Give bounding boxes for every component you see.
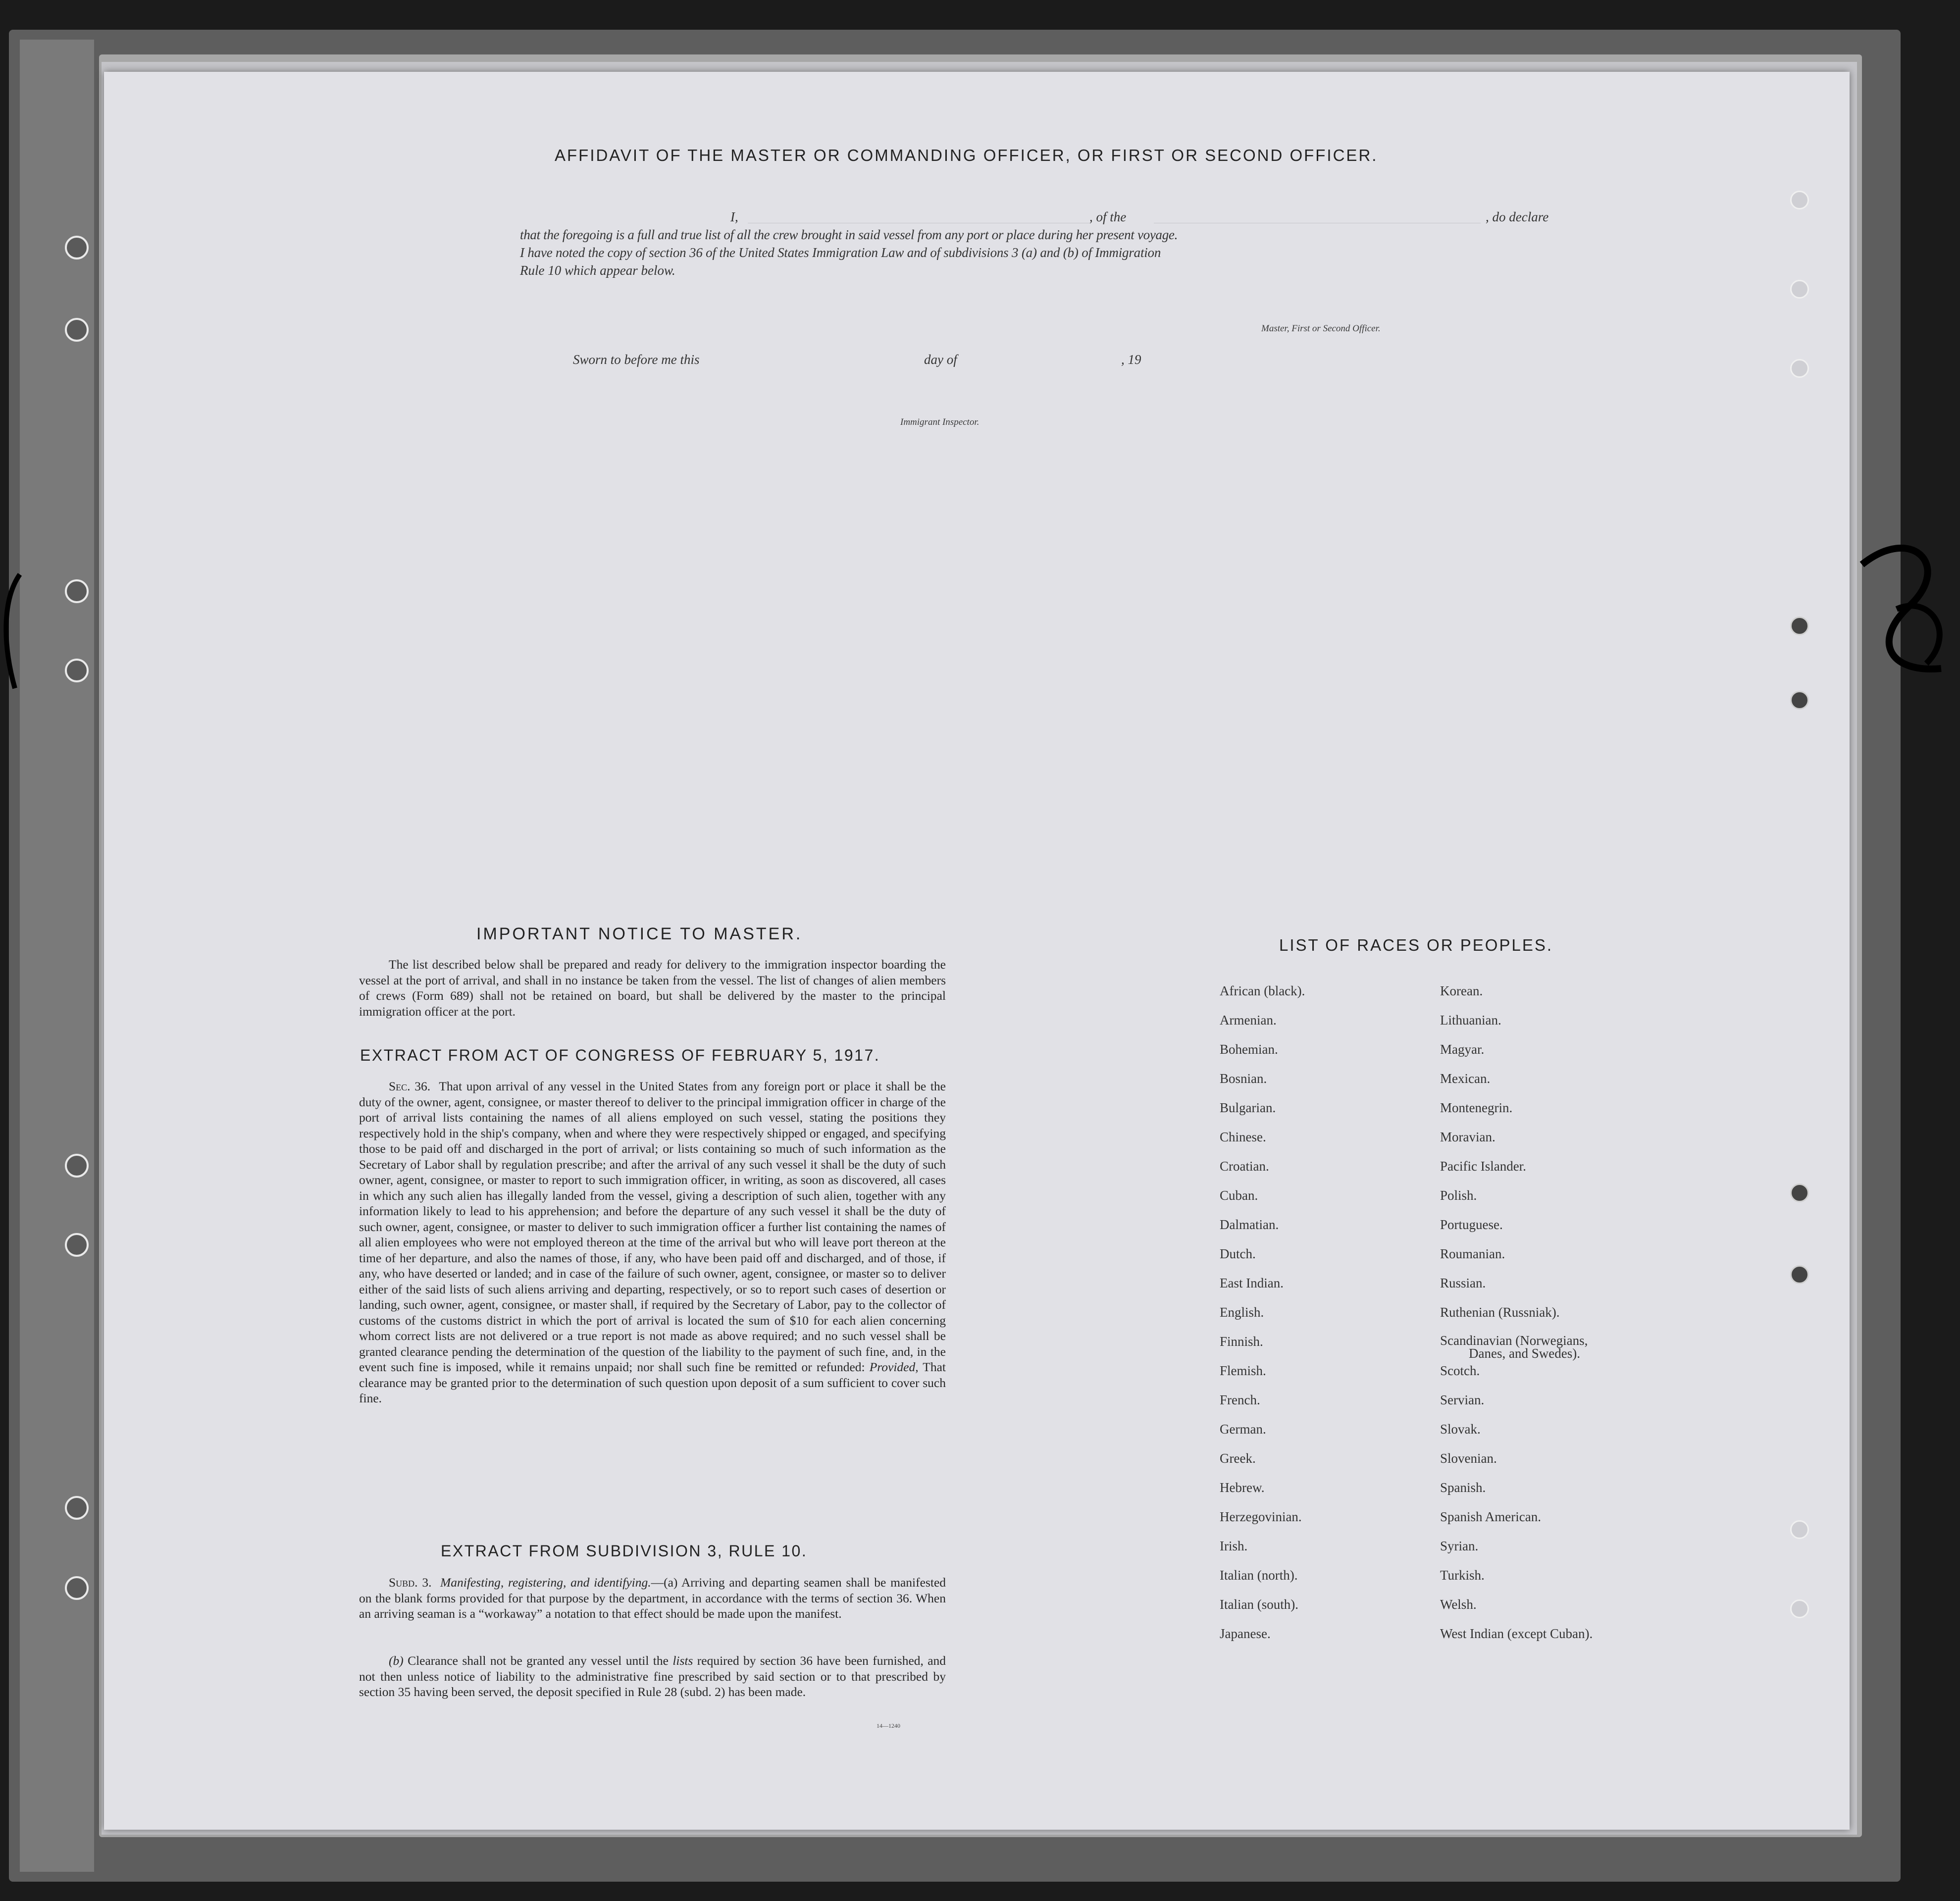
race-item: English.	[1220, 1305, 1264, 1320]
race-item-two-line	[1440, 1334, 1593, 1363]
race-item-line: Danes, and Swedes).	[1469, 1346, 1580, 1361]
race-item: Pacific Islander.	[1440, 1159, 1526, 1174]
affidavit-do-declare-label: , do declare	[1486, 209, 1549, 224]
binder-hole-icon	[65, 1233, 89, 1257]
race-item: Dutch.	[1220, 1246, 1256, 1261]
race-item: Italian (north).	[1220, 1568, 1298, 1583]
race-item: Slovenian.	[1440, 1451, 1497, 1466]
page-hole-icon	[1790, 691, 1809, 710]
page-hole-icon	[1790, 1183, 1809, 1202]
race-item: Spanish American.	[1440, 1509, 1541, 1524]
race-item: Bosnian.	[1220, 1071, 1267, 1086]
races-title: LIST OF RACES OR PEOPLES.	[1279, 936, 1553, 954]
races-right-column	[1440, 983, 1593, 1655]
race-item: Dalmatian.	[1220, 1217, 1279, 1232]
binder-hole-icon	[65, 659, 89, 682]
page-hole-icon	[1790, 191, 1809, 209]
race-item: West Indian (except Cuban).	[1440, 1626, 1593, 1641]
form-number: 14—1240	[877, 1722, 900, 1729]
race-item: East Indian.	[1220, 1276, 1284, 1290]
race-item: African (black).	[1220, 983, 1305, 998]
race-item: Croatian.	[1220, 1159, 1269, 1174]
day-of-label: day of	[924, 352, 957, 367]
rule-part-a	[359, 1575, 946, 1622]
part-b-post: required by section 36 have been furnished, and not then unless notice of liability to the administrative fine prescribed by said section or to that prescribed by section 35 having been served, the deposit specified in Rule 28 (subd. 2) has been made.	[359, 1653, 946, 1699]
year-label: , 19	[1121, 352, 1141, 367]
notice-text: The list described below shall be prepared and ready for delivery to the immigration inspector boarding the vessel at the port of arrival, and shall in no instance be taken from the vessel. The list of changes of alien members of crews (Form 689) shall not be retained on board, but shall be delivered by the master to the principal immigration officer at the port.	[359, 957, 946, 1019]
race-item: Chinese.	[1220, 1130, 1266, 1144]
page-hole-icon	[1790, 280, 1809, 299]
part-a-label: —(a)	[651, 1575, 678, 1590]
race-item: Portuguese.	[1440, 1217, 1503, 1232]
part-b-lists: lists	[672, 1653, 693, 1668]
race-item: Japanese.	[1220, 1626, 1271, 1641]
binder-hole-icon	[65, 236, 89, 259]
affidavit-of-the-label: , of the	[1089, 209, 1127, 224]
race-item: Italian (south).	[1220, 1597, 1298, 1612]
race-item: Flemish.	[1220, 1363, 1266, 1378]
race-item: Magyar.	[1440, 1042, 1485, 1057]
race-item: Ruthenian (Russniak).	[1440, 1305, 1560, 1320]
affidavit-line-4: Rule 10 which appear below.	[520, 263, 675, 278]
race-item: Bohemian.	[1220, 1042, 1278, 1057]
part-b-pre: Clearance shall not be granted any vessel until the	[408, 1653, 669, 1668]
subd-label: Subd. 3.	[389, 1575, 432, 1590]
sworn-label: Sworn to before me this	[573, 352, 700, 367]
race-item: Polish.	[1440, 1188, 1477, 1203]
race-item: Irish.	[1220, 1539, 1248, 1553]
subd-title: Manifesting, registering, and identifying.	[440, 1575, 651, 1590]
races-left-column	[1220, 983, 1305, 1655]
race-item: Hebrew.	[1220, 1480, 1265, 1495]
race-item: Greek.	[1220, 1451, 1256, 1466]
ink-mark-icon	[1852, 535, 1960, 683]
race-item: Cuban.	[1220, 1188, 1258, 1203]
race-item: Montenegrin.	[1440, 1100, 1513, 1115]
race-item: Mexican.	[1440, 1071, 1491, 1086]
race-item: French.	[1220, 1392, 1260, 1407]
section-label: Sec. 36.	[389, 1079, 431, 1093]
act-text-end: That clearance may be granted prior to the determination of such question upon deposit of a sum sufficient to cover such fine.	[359, 1360, 946, 1405]
page-hole-icon	[1790, 1599, 1809, 1618]
affidavit-i-label: I,	[730, 209, 738, 224]
binder-hole-icon	[65, 1576, 89, 1600]
affidavit-line-2: that the foregoing is a full and true list of all the crew brought in said vessel from any port or place during her present voyage.	[520, 227, 1178, 242]
race-item: Syrian.	[1440, 1539, 1479, 1553]
race-item: Korean.	[1440, 983, 1483, 998]
rule-extract-title: EXTRACT FROM SUBDIVISION 3, RULE 10.	[441, 1542, 808, 1560]
race-item: German.	[1220, 1422, 1266, 1437]
binder-hole-icon	[65, 579, 89, 603]
race-item: Servian.	[1440, 1392, 1485, 1407]
race-item-line: Scandinavian (Norwegians,	[1440, 1333, 1588, 1348]
race-item: Turkish.	[1440, 1568, 1485, 1583]
page-hole-icon	[1790, 1265, 1809, 1284]
act-extract-body	[359, 1079, 946, 1406]
affidavit-line-3: I have noted the copy of section 36 of the United States Immigration Law and of subdivisions 3 (a) and (b) of Immigration	[520, 245, 1161, 260]
race-item: Spanish.	[1440, 1480, 1486, 1495]
race-item: Moravian.	[1440, 1130, 1496, 1144]
race-item: Bulgarian.	[1220, 1100, 1276, 1115]
race-item: Lithuanian.	[1440, 1013, 1501, 1028]
race-item: Welsh.	[1440, 1597, 1477, 1612]
provided-label: Provided,	[869, 1360, 919, 1374]
binder-hole-icon	[65, 318, 89, 342]
page-hole-icon	[1790, 1520, 1809, 1539]
ink-mark-icon	[0, 569, 30, 698]
binder-hole-icon	[65, 1154, 89, 1178]
race-item: Finnish.	[1220, 1334, 1263, 1349]
binder-hole-icon	[65, 1496, 89, 1520]
rule-part-b	[359, 1653, 946, 1700]
race-item: Scotch.	[1440, 1363, 1480, 1378]
act-extract-title: EXTRACT FROM ACT OF CONGRESS OF FEBRUARY 5, 1917.	[360, 1046, 880, 1064]
race-item: Armenian.	[1220, 1013, 1277, 1028]
page-hole-icon	[1790, 359, 1809, 378]
manifest-back-page	[104, 72, 1850, 1830]
act-text: That upon arrival of any vessel in the United States from any foreign port or place it shall be the duty of the owner, agent, consignee, or master thereof to deliver to the principal immigration officer in charge of the port of arrival lists containing the names of all aliens employed on such vessel, stating the positions they respectively hold in the ship's company, when and where they were respectively shipped or engaged, and specifying those to be paid off and discharged in the port of arrival; or lists containing so much of such information as the Secretary of Labor shall by regulation prescribe; and after the arrival of any such vessel it shall be the duty of such owner, agent, consignee, or master to report to such immigration officer, in writing, as soon as discovered, all cases in which any such alien has illegally landed from the vessel, giving a description of such alien, together with any information likely to lead to his apprehension; and before the departure of any such vessel it shall be the duty of such owner, agent, consignee, or master to deliver to such immigration officer a further list containing the names of all alien employees who were not employed thereon at the time of the arrival but who will leave port thereon at the time of her departure, and also the names of those, if any, who have been paid off and discharged, and of those, if any, who have deserted or landed; and in case of the failure of such owner, agent, consignee, or master so to deliver either of the said lists of such aliens arriving and departing, respectively, or so to report such cases of desertion or landing, such owner, agent, consignee, or master shall, if required by the Secretary of Labor, pay to the collector of customs of the customs district in which the port of arrival is located the sum of $10 for each alien concerning whom correct lists are not delivered or a true report is not made as above required; and no such vessel shall be granted clearance pending the determination of the question of the liability to the payment of such fine, and, in the event such fine is imposed, while it remains unpaid; nor shall such fine be remitted or refunded:	[359, 1079, 946, 1374]
inspector-caption: Immigrant Inspector.	[900, 417, 980, 427]
page-hole-icon	[1790, 617, 1809, 635]
race-item: Slovak.	[1440, 1422, 1481, 1437]
race-item: Herzegovinian.	[1220, 1509, 1302, 1524]
affidavit-title: AFFIDAVIT OF THE MASTER OR COMMANDING OFFICER, OR FIRST OR SECOND OFFICER.	[555, 146, 1378, 164]
notice-title: IMPORTANT NOTICE TO MASTER.	[476, 925, 803, 943]
part-a-text: Arriving and departing seamen shall be manifested on the blank forms provided for that purpose by the department, in accordance with the terms of section 36. When an arriving seaman is a “workaway” a notation to that effect should be made upon the manifest.	[359, 1575, 946, 1621]
part-b-label: (b)	[389, 1653, 404, 1668]
race-item: Russian.	[1440, 1276, 1486, 1290]
race-item: Roumanian.	[1440, 1246, 1505, 1261]
master-signature-caption: Master, First or Second Officer.	[1261, 323, 1381, 334]
